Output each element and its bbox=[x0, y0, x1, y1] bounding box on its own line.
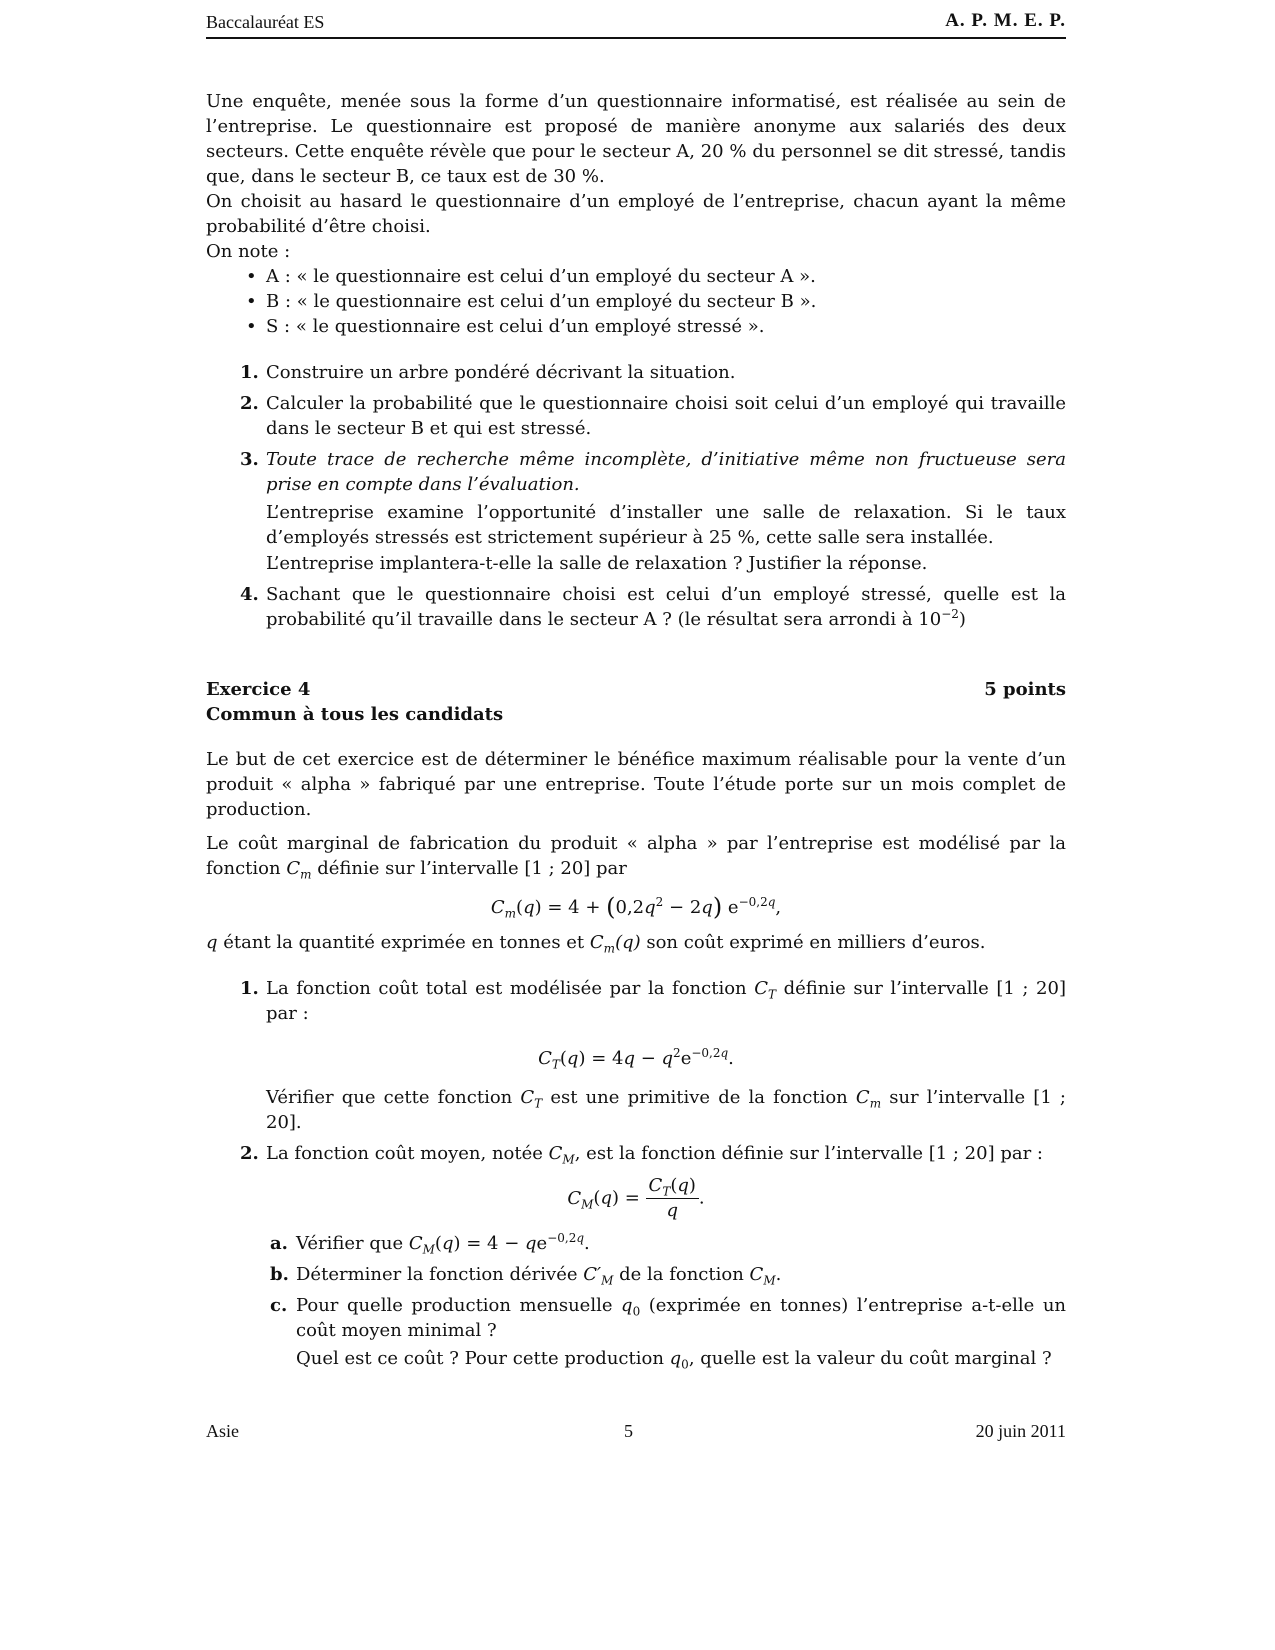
question-2: 2. La fonction coût moyen, notée $C_M$, est la fonction définie sur l’intervalle [1 ; 20] par : $C_M(q)$ = $\frac{C_T(q)}{q}$ . a. Vérifier que $C_M(q) = 4 - qe^{-0,2q}$. b. Déterminer la fonction dérivée $C'_M$ de la fonction $C_M$. c. Pour quelle production mensuelle $q_0$ (exprimée en tonnes) l’entreprise a-t-elle un coût moyen minimal ? Quel est ce coût ? Pour cette production $q_0$, quelle est la valeur du coût marginal ? bbox=[206, 1141, 1066, 1371]
question-text: Calculer la probabilité que le questionnaire choisi soit celui d’un employé qui travaille dans le secteur B et qui est stressé. bbox=[266, 393, 1066, 439]
page-number: 5 bbox=[624, 1421, 633, 1441]
question-note: Toute trace de recherche même incomplète, d’initiative même non fructueuse sera prise en compte dans l’évaluation. bbox=[266, 449, 1066, 495]
question-number: 2. bbox=[240, 1143, 259, 1164]
text-run: La fonction coût moyen, notée bbox=[266, 1143, 549, 1164]
question-number: 3. bbox=[240, 449, 259, 470]
exercise-header bbox=[206, 677, 1066, 702]
text-run: , est la fonction définie sur l’intervalle [1 ; 20] par : bbox=[574, 1143, 1043, 1164]
text-run: Quel est ce coût ? Pour cette production bbox=[296, 1348, 670, 1369]
intro-paragraph-2: On choisit au hasard le questionnaire d’un employé de l’entreprise, chacun ayant la même probabilité d’être choisi. bbox=[206, 191, 1066, 237]
text-run: définie sur l’intervalle [1 ; 20] par : bbox=[266, 978, 1066, 1024]
question-number: 1. bbox=[240, 978, 259, 999]
sub-question-a: a. Vérifier que $C_M(q) = 4 - qe^{-0,2q}$. bbox=[270, 1231, 590, 1257]
sub-question-letter: a. bbox=[270, 1233, 288, 1254]
question-text: Vérifier que cette fonction $C_T$ est une primitive de la fonction $C_m$ sur l’intervalle [1 ; 20]. bbox=[266, 1087, 1066, 1133]
text-run: étant la quantité exprimée en tonnes et bbox=[217, 932, 590, 953]
math-Cm-q: $C_m(q)$ bbox=[589, 932, 641, 956]
sub-questions bbox=[206, 1231, 1066, 1371]
header-right: A. P. M. E. P. bbox=[945, 10, 1066, 31]
question-number: 2. bbox=[240, 393, 259, 414]
exercise4-questions bbox=[206, 976, 1066, 1371]
sub-question-b: b. Déterminer la fonction dérivée $C'_M$ de la fonction $C_M$. bbox=[270, 1264, 782, 1288]
question-1: 1. La fonction coût total est modélisée par la fonction $C_T$ définie sur l’intervalle [1 ; 20] par : $C_T(q) = 4q - q^2e^{-0,2q}$. Vérifier que cette fonction $C_T$ est une primitive de la fonction $C_m$ sur l’intervalle [1 ; 20]. bbox=[206, 976, 1066, 1135]
text-run: sur l’intervalle [1 ; 20]. bbox=[266, 1087, 1066, 1133]
exponent: −2 bbox=[941, 607, 959, 621]
question-text-end: ) bbox=[958, 609, 966, 630]
text-run: (exprimée en tonnes) l’entreprise a-t-elle un coût moyen minimal ? bbox=[296, 1295, 1067, 1341]
exercise-title: Exercice 4 bbox=[206, 679, 311, 700]
intro-note: On note : bbox=[206, 241, 291, 262]
sub-question-letter: c. bbox=[270, 1295, 288, 1316]
text-run: Vérifier que cette fonction bbox=[266, 1087, 521, 1108]
footer-left: Asie bbox=[206, 1421, 239, 1441]
question-number: 1. bbox=[240, 362, 259, 383]
exercise3-questions bbox=[206, 360, 1066, 632]
question-4 bbox=[206, 582, 1066, 632]
question-number: 4. bbox=[240, 584, 259, 605]
equation-cm: $C_m(q) = 4 + (0,2q^2 - 2q)$ $e^{-0,2q}$, bbox=[490, 893, 782, 921]
page-content bbox=[206, 89, 1066, 1371]
text-run: La fonction coût total est modélisée par la fonction bbox=[266, 978, 755, 999]
exercise4-paragraph-2 bbox=[206, 831, 1066, 881]
text-run: définie sur l’intervalle [1 ; 20] par bbox=[311, 858, 627, 879]
question-text: L’entreprise implantera-t-elle la salle de relaxation ? Justifier la réponse. bbox=[266, 553, 928, 574]
text-run: Pour quelle production mensuelle bbox=[296, 1295, 622, 1316]
equation-ct: $C_T(q) = 4q - q^2e^{-0,2q}$. bbox=[538, 1046, 734, 1072]
question-3 bbox=[206, 447, 1066, 576]
question-text: Quel est ce coût ? Pour cette production $q_0$, quelle est la valeur du coût marginal ? bbox=[296, 1348, 1052, 1372]
question-text: Construire un arbre pondéré décrivant la situation. bbox=[266, 362, 736, 383]
text-run: Déterminer la fonction dérivée bbox=[296, 1264, 584, 1285]
exercise-subtitle: Commun à tous les candidats bbox=[206, 704, 504, 725]
sub-question-letter: b. bbox=[270, 1264, 289, 1285]
event-item: • S : « le questionnaire est celui d’un employé stressé ». bbox=[266, 314, 1066, 339]
question-1 bbox=[206, 360, 1066, 385]
equation-cM: $C_M(q)$ = $\frac{C_T(q)}{q}$ . bbox=[567, 1175, 705, 1221]
exercise4-paragraph-1: Le but de cet exercice est de déterminer le bénéfice maximum réalisable pour la vente d’un produit « alpha » fabriqué par une entreprise. Toute l’étude porte sur un mois complet de production. bbox=[206, 749, 1066, 820]
math-Cm: $C_m$ bbox=[286, 858, 312, 882]
exercise-points: 5 points bbox=[984, 679, 1066, 700]
footer-date: 20 juin 2011 bbox=[975, 1421, 1066, 1441]
event-item: • A : « le questionnaire est celui d’un employé du secteur A ». bbox=[266, 264, 1066, 289]
math-q: q bbox=[206, 932, 218, 953]
text-run: , quelle est la valeur du coût marginal ? bbox=[688, 1348, 1052, 1369]
exercise4-paragraph-3 bbox=[206, 930, 1066, 955]
text-run: son coût exprimé en milliers d’euros. bbox=[640, 932, 986, 953]
question-2 bbox=[206, 391, 1066, 441]
question-text: Sachant que le questionnaire choisi est celui d’un employé stressé, quelle est la probabilité qu’il travaille dans le secteur A ? (le résultat sera arrondi à 10 bbox=[266, 584, 1066, 630]
event-list bbox=[206, 264, 1066, 339]
question-text: L’entreprise examine l’opportunité d’installer une salle de relaxation. Si le taux d’employés stressés est strictement supérieur à 25 %, cette salle sera installée. bbox=[266, 502, 1066, 548]
text-run: Vérifier que bbox=[296, 1233, 409, 1254]
intro-paragraph-1: Une enquête, menée sous la forme d’un questionnaire informatisé, est réalisée au sein de l’entreprise. Le questionnaire est proposé de manière anonyme aux salariés des deux secteurs. Cette enquête révèle que pour le secteur A, 20 % du personnel se dit stressé, tandis que, dans le secteur B, ce taux est de 30 %. bbox=[206, 91, 1066, 187]
header-left: Baccalauréat ES bbox=[206, 12, 325, 32]
page-header bbox=[206, 10, 1066, 39]
text-run: est une primitive de la fonction bbox=[542, 1087, 856, 1108]
sub-question-c: c. Pour quelle production mensuelle $q_0$ (exprimée en tonnes) l’entreprise a-t-elle un coût moyen minimal ? Quel est ce coût ? Pour cette production $q_0$, quelle est la valeur du coût marginal ? bbox=[270, 1295, 1067, 1372]
event-item: • B : « le questionnaire est celui d’un employé du secteur B ». bbox=[266, 289, 1066, 314]
text-run: de la fonction bbox=[613, 1264, 750, 1285]
text-run: Le coût marginal de fabrication du produit « alpha » par l’entreprise est modélisé par la fonction bbox=[206, 833, 1066, 879]
